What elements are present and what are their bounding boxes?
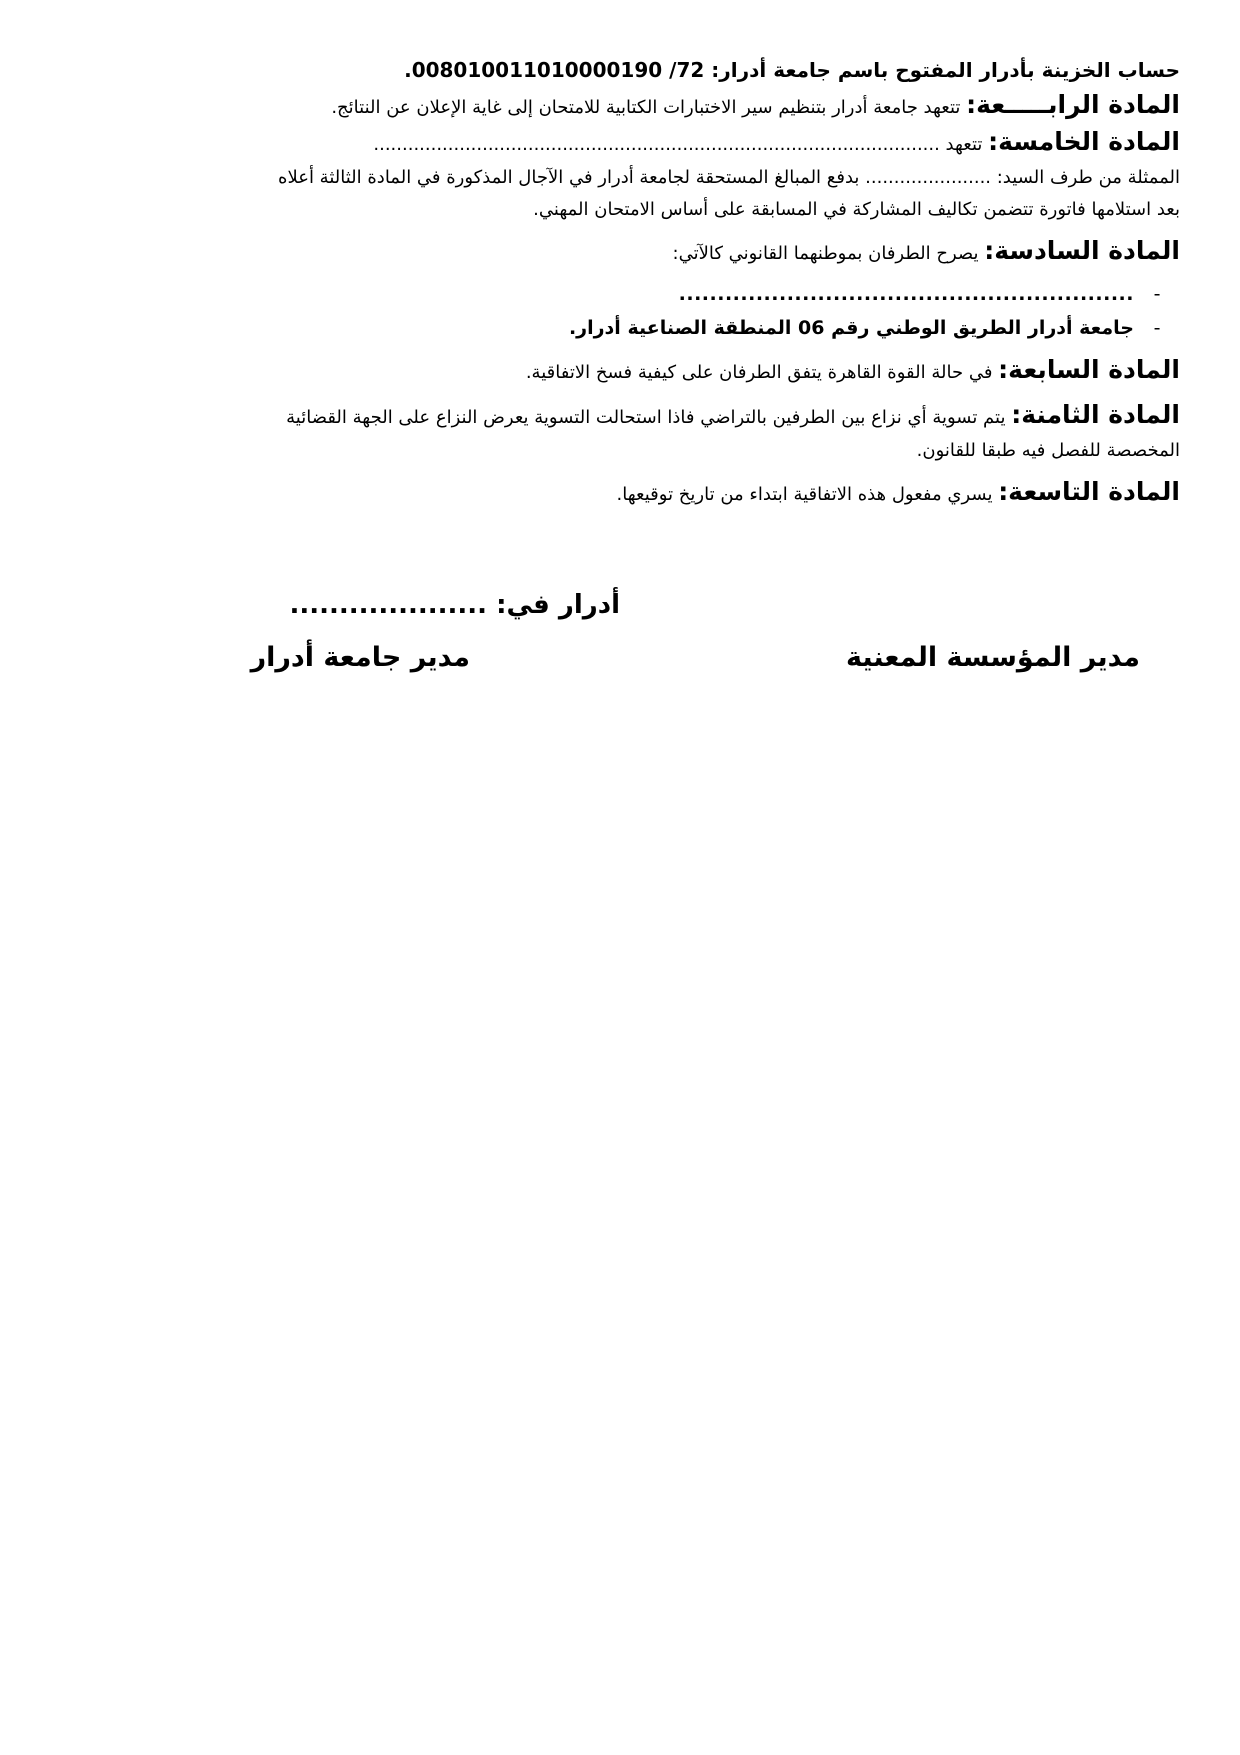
article-7-title: المادة السابعة:	[998, 355, 1180, 384]
university-address: جامعة أدرار الطريق الوطني رقم 06 المنطقة الصناعية أدرار.	[568, 317, 1134, 339]
article-4-text: تتعهد جامعة أدرار بتنظيم سير الاختبارات الكتابية للامتحان إلى غاية الإعلان عن النتائج.	[331, 97, 967, 118]
dash-bullet: -	[1153, 317, 1161, 339]
article-9-text: يسري مفعول هذه الاتفاقية ابتداء من تاريخ توقيعها.	[616, 484, 999, 505]
article-5-paragraph-1: الممثلة من طرف السيد: ...................... بدفع المبالغ المستحقة لجامعة أدرار في الآجال المذكورة في المادة الثالثة أعلاه	[278, 167, 1180, 188]
article-5-text: تتعهد ...................................................................................................	[373, 134, 989, 155]
article-4-title: المادة الرابـــــعة:	[966, 90, 1180, 119]
signature-block	[0, 642, 1240, 682]
place-and-date: أدرار في: ....................	[289, 590, 620, 620]
article-9	[60, 475, 1180, 512]
signature-university-director: مدير جامعة أدرار	[250, 642, 470, 673]
article-8-text: يتم تسوية أي نزاع بين الطرفين بالتراضي فاذا استحالت التسوية يعرض النزاع على الجهة القضائية	[286, 407, 1012, 428]
article-9-title: المادة التاسعة:	[998, 477, 1180, 506]
domicile-blank: ...........................................................	[678, 283, 1134, 305]
article-5-paragraph-2: بعد استلامها فاتورة تتضمن تكاليف المشاركة في المسابقة على أساس الامتحان المهني.	[533, 199, 1180, 220]
article-6-text: يصرح الطرفان بموطنهما القانوني كالآتي:	[672, 243, 985, 264]
list-item	[60, 277, 1180, 311]
list-item	[60, 311, 1180, 345]
treasury-account-line: حساب الخزينة بأدرار المفتوح باسم جامعة أدرار: 72/ 008010011010000190.	[404, 58, 1180, 82]
document-body	[60, 52, 1180, 512]
article-7	[60, 353, 1180, 390]
dash-bullet: -	[1153, 283, 1161, 305]
article-8-title: المادة الثامنة:	[1011, 400, 1180, 429]
article-6	[60, 234, 1180, 271]
domicile-list	[60, 277, 1180, 345]
article-7-text: في حالة القوة القاهرة يتفق الطرفان على كيفية فسخ الاتفاقية.	[525, 362, 999, 383]
article-4	[60, 88, 1180, 125]
article-5	[60, 125, 1180, 162]
article-8	[60, 398, 1180, 435]
article-6-title: المادة السادسة:	[984, 236, 1180, 265]
article-5-title: المادة الخامسة:	[988, 127, 1180, 156]
article-8-continuation: المخصصة للفصل فيه طبقا للقانون.	[916, 440, 1180, 461]
signature-institution-director: مدير المؤسسة المعنية	[845, 642, 1140, 673]
